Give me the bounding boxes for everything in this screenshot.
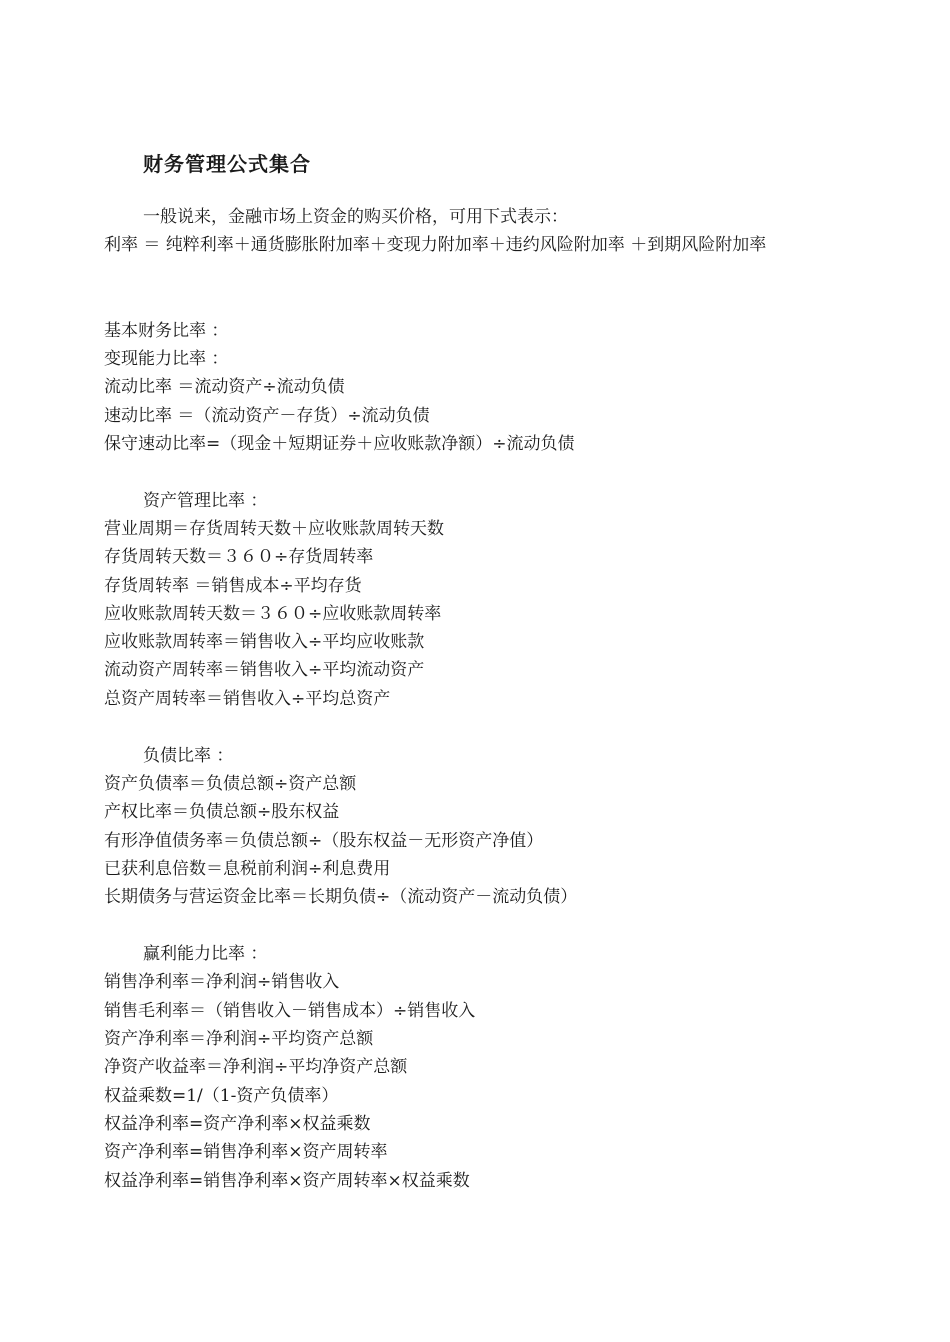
formula-line: 销售毛利率＝（销售收入－销售成本）÷销售收入: [104, 1001, 476, 1021]
formula-line: 速动比率 ＝（流动资产－存货）÷流动负债: [104, 406, 430, 426]
formula-line: 流动资产周转率＝销售收入÷平均流动资产: [104, 660, 425, 680]
formula-line: 长期债务与营运资金比率＝长期负债÷（流动资产－流动负债）: [104, 887, 578, 907]
formula-line: 应收账款周转天数＝３６０÷应收账款周转率: [104, 604, 442, 624]
formula-line: 应收账款周转率＝销售收入÷平均应收账款: [104, 632, 425, 652]
intro-text: 一般说来，金融市场上资金的购买价格，可用下式表示：: [143, 207, 568, 227]
formula-line: 资产净利率＝净利润÷平均资产总额: [104, 1029, 374, 1049]
formula-line: 存货周转天数＝３６０÷存货周转率: [104, 547, 374, 567]
formula-line: 净资产收益率＝净利润÷平均净资产总额: [104, 1057, 408, 1077]
profitability-heading: 赢利能力比率 ：: [143, 944, 268, 964]
formula-line: 保守速动比率=（现金＋短期证券＋应收账款净额）÷流动负债: [104, 434, 575, 454]
formula-line: 有形净值债务率＝负债总额÷（股东权益－无形资产净值）: [104, 831, 544, 851]
formula-line: 营业周期＝存货周转天数＋应收账款周转天数: [104, 519, 444, 539]
formula-line: 销售净利率＝净利润÷销售收入: [104, 972, 340, 992]
basic-ratios-heading: 基本财务比率 ：: [104, 321, 229, 341]
interest-rate-formula: 利率 ＝ 纯粹利率＋通货膨胀附加率＋变现力附加率＋违约风险附加率 ＋到期风险附加率: [104, 235, 767, 255]
formula-line: 存货周转率 ＝销售成本÷平均存货: [104, 576, 362, 596]
liquidity-ratios-heading: 变现能力比率 ：: [104, 349, 229, 369]
formula-line: 权益乘数=1/（1-资产负债率）: [104, 1086, 339, 1106]
formula-line: 资产负债率＝负债总额÷资产总额: [104, 774, 357, 794]
formula-line: 权益净利率=销售净利率×资产周转率×权益乘数: [104, 1171, 470, 1191]
asset-management-heading: 资产管理比率 ：: [143, 491, 268, 511]
document-title: 财务管理公式集合: [143, 152, 311, 176]
formula-line: 流动比率 ＝流动资产÷流动负债: [104, 377, 345, 397]
debt-ratios-heading: 负债比率 ：: [143, 746, 234, 766]
formula-line: 资产净利率=销售净利率×资产周转率: [104, 1142, 388, 1162]
formula-line: 产权比率＝负债总额÷股东权益: [104, 802, 340, 822]
formula-line: 权益净利率=资产净利率×权益乘数: [104, 1114, 371, 1134]
formula-line: 已获利息倍数＝息税前利润÷利息费用: [104, 859, 391, 879]
formula-line: 总资产周转率＝销售收入÷平均总资产: [104, 689, 391, 709]
